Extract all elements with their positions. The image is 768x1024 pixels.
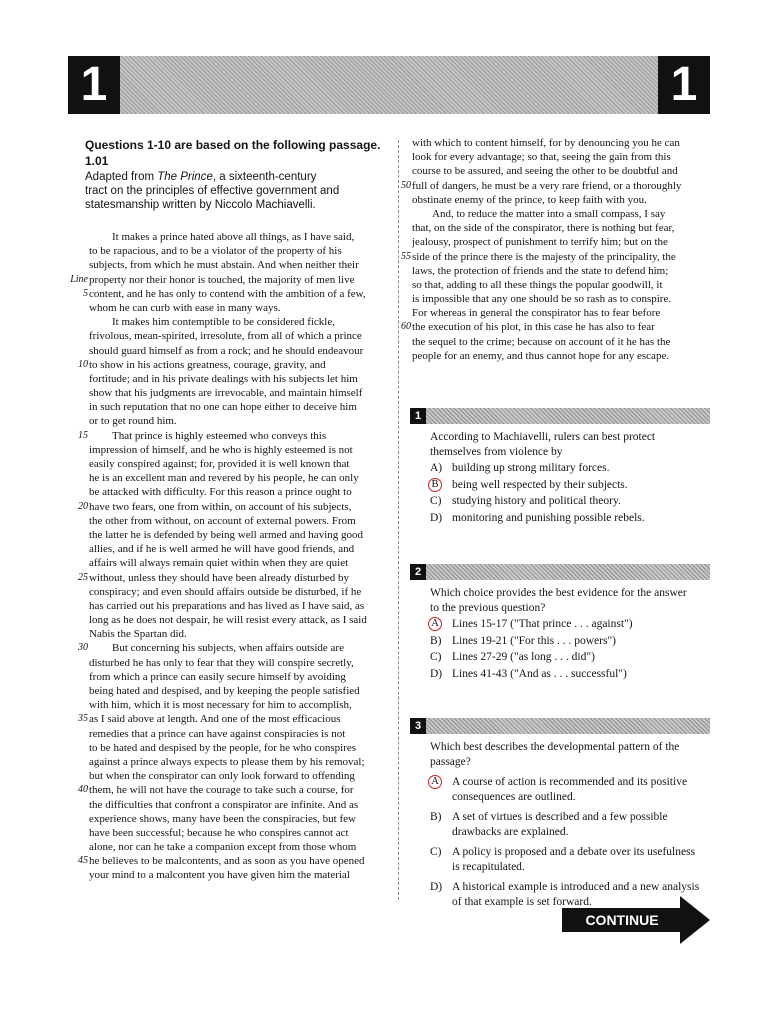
passage-line: [0, 840, 398, 854]
line-text: to be hated and despised by the people, for he who conspires: [89, 741, 356, 754]
line-text: so that, adding to all these things the popular goodwill, it: [412, 278, 663, 291]
question-stem: [430, 740, 710, 769]
line-number: 25: [78, 571, 88, 583]
passage-line: [0, 798, 398, 812]
line-text: frivolous, mean-spirited, irresolute, from all of which a prince: [89, 330, 362, 343]
stem-line: passage?: [430, 755, 471, 768]
question-bar: [410, 718, 710, 734]
choice-text: studying history and political theory.: [452, 495, 621, 507]
stem-line: Which choice provides the best evidence for the answer: [430, 587, 687, 599]
passage-line: [0, 287, 398, 301]
choice-text: A historical example is introduced and a new analysis: [452, 881, 700, 893]
line-text: or to get round him.: [89, 415, 177, 428]
choice-text: Lines 27-29 ("as long . . . did"): [452, 651, 595, 663]
line-text: It makes him contemptible to be considered fickle,: [112, 316, 335, 329]
passage-line: [0, 485, 398, 499]
passage-line: [396, 193, 768, 207]
line-text: from which a prince can easily secure himself by avoiding: [89, 670, 346, 683]
passage-line: [0, 258, 398, 272]
choice-text-cont: drawbacks are explained.: [452, 825, 569, 838]
line-text: with him, which it is most necessary for him to accomplish,: [89, 699, 352, 712]
line-number: 5: [83, 287, 88, 299]
line-number: 60: [401, 321, 411, 333]
choice-text: A set of virtues is described and a few possible: [452, 811, 668, 823]
passage-line: [0, 556, 398, 570]
line-text: should guard himself as from a rock; and he should endeavour: [89, 344, 364, 357]
choice-letter: C): [430, 651, 442, 663]
line-number: 20: [78, 500, 88, 512]
line-text: be attacked with difficulty. For this reason a prince ought to: [89, 486, 352, 499]
passage-line: [396, 179, 768, 193]
passage-line: [0, 528, 398, 542]
line-text: without, unless they should have been already disturbed by: [89, 571, 349, 584]
choice-text: A policy is proposed and a debate over its usefulness: [452, 846, 696, 858]
line-number: 35: [78, 713, 88, 725]
passage-line: [0, 301, 398, 315]
circled-choice-letter: A: [428, 617, 442, 631]
line-number: 50: [401, 179, 411, 191]
line-text: That prince is highly esteemed who conveys this: [112, 429, 327, 442]
source-line-3: statesmanship written by Niccolo Machiavelli.: [85, 199, 316, 211]
stem-line: Which best describes the developmental pattern of the: [430, 741, 680, 753]
question-number: 1: [410, 408, 426, 424]
line-text: allies, and if he is well armed he will have good friends, and: [89, 543, 355, 556]
passage-line: [0, 514, 398, 528]
line-text: disturbed he has only to fear that they will conspire secretly,: [89, 656, 354, 669]
line-text: to show in his actions greatness, courage, gravity, and: [89, 358, 326, 371]
line-text: laws, the protection of friends and the state to defend him;: [412, 264, 669, 277]
source-prefix: Adapted from: [85, 171, 158, 183]
line-text: obstinate enemy of the prince, to keep faith with you.: [412, 193, 647, 206]
line-text: to be rapacious, and to be a violator of the property of his: [89, 245, 342, 258]
continue-label: CONTINUE: [585, 912, 659, 928]
choice-letter: D): [430, 881, 443, 893]
source-title: The Prince: [157, 171, 213, 183]
questions-heading: Questions 1-10 are based on the following passage.: [85, 138, 381, 152]
passage-line: [0, 712, 398, 726]
line-text: the sequel to the crime; because on account of it he has the: [412, 335, 671, 348]
line-text: against a prince always expects to please them by his removal;: [89, 755, 365, 768]
passage-line: [0, 471, 398, 485]
line-number: Line: [70, 273, 88, 285]
answer-choice-b[interactable]: [410, 478, 710, 493]
passage-line: [0, 741, 398, 755]
choice-text: being well respected by their subjects.: [452, 478, 628, 491]
passage-line: [0, 429, 398, 443]
source-suffix: , a sixteenth-century: [212, 171, 317, 183]
line-text: but when the conspirator can only look forward to offending: [89, 770, 355, 783]
passage-line: [396, 264, 768, 278]
answer-choice-c[interactable]: [410, 494, 710, 509]
line-text: people for an enemy, and thus cannot hope for any escape.: [412, 349, 670, 362]
answer-choice-b[interactable]: [410, 634, 710, 649]
circled-choice-letter: A: [428, 775, 442, 789]
question-bar: [410, 564, 710, 580]
passage-left-column: [0, 230, 398, 883]
passage-line: [0, 457, 398, 471]
passage-line: [396, 292, 768, 306]
line-number: 15: [78, 429, 88, 441]
line-text: side of the prince there is the majesty of the principality, the: [412, 250, 676, 263]
choice-text: Lines 41-43 ("And as . . . successful"): [452, 667, 627, 680]
passage-line: [0, 783, 398, 797]
choice-letter: D): [430, 511, 443, 524]
question-bar: [410, 408, 710, 424]
line-number: 55: [401, 250, 411, 262]
line-text: For whereas in general the conspirator has to fear before: [412, 307, 661, 320]
choice-text-cont: of that example is set forward.: [452, 895, 592, 908]
line-text: full of dangers, he must be a very rare friend, or a thoroughly: [412, 179, 682, 192]
line-text: And, to reduce the matter into a small compass, I say: [432, 207, 666, 220]
section-number-right: 1: [658, 56, 710, 114]
passage-line: [0, 315, 398, 329]
stem-line: to the previous question?: [430, 601, 546, 614]
passage-source: [85, 170, 395, 212]
passage-line: [0, 414, 398, 428]
choice-text-cont: is recapitulated.: [452, 860, 525, 873]
line-number: 10: [78, 358, 88, 370]
passage-line: [0, 542, 398, 556]
line-text: in such reputation that no one can hope either to deceive him: [89, 401, 357, 414]
passage-line: [0, 500, 398, 514]
line-text: the other from without, on account of external powers. From: [89, 514, 356, 527]
passage-line: [396, 221, 768, 235]
question-2: [410, 564, 710, 681]
line-text: course to be assured, and seeing the other to be doubtful and: [412, 165, 678, 178]
choice-letter: C): [430, 495, 442, 507]
passage-line: [0, 670, 398, 684]
passage-line: [0, 684, 398, 698]
passage-line: [396, 306, 768, 320]
passage-line: [396, 164, 768, 178]
choice-text-cont: consequences are outlined.: [452, 790, 576, 803]
line-text: subjects, from which he must abstain. And when neither their: [89, 259, 359, 272]
passage-line: [0, 273, 398, 287]
line-text: them, he will not have the courage to take such a course, for: [89, 784, 354, 797]
line-text: that, on the side of the conspirator, there is nothing but fear,: [412, 222, 675, 235]
line-text: impression of himself, and he who is highly esteemed is not: [89, 443, 353, 456]
line-text: fortitude; and in his private dealings with his subjects let him: [89, 372, 358, 385]
line-text: But concerning his subjects, when affairs outside are: [112, 642, 344, 655]
passage-line: [0, 826, 398, 840]
line-text: remedies that a prince can have against conspiracies is not: [89, 727, 346, 740]
choice-letter: C): [430, 846, 442, 858]
passage-line: [0, 727, 398, 741]
section-number-left: 1: [68, 56, 120, 114]
passage-line: [0, 344, 398, 358]
passage-line: [0, 641, 398, 655]
answer-choice-c[interactable]: [410, 845, 710, 874]
line-text: alone, nor can he take a companion except from those whom: [89, 841, 357, 854]
passage-line: [396, 207, 768, 221]
line-text: easily conspired against; for, provided it is well known that: [89, 458, 350, 470]
passage-line: [396, 136, 768, 150]
line-text: show that his judgments are irrevocable, and maintain himself: [89, 387, 363, 400]
passage-line: [0, 585, 398, 599]
line-text: he believes to be malcontents, and as soon as you have opened: [89, 855, 365, 868]
line-text: conspiracy; and even should affairs outside be disturbed, if he: [89, 585, 362, 598]
choice-letter: B): [430, 811, 442, 823]
choice-text: monitoring and punishing possible rebels.: [452, 511, 645, 524]
line-text: the difficulties that confront a conspirator are infinite. And as: [89, 798, 359, 811]
stem-line: According to Machiavelli, rulers can best protect: [430, 431, 656, 443]
question-number: 2: [410, 564, 426, 580]
question-stem: [430, 430, 710, 459]
choice-letter: D): [430, 667, 443, 680]
answer-choice-a[interactable]: [410, 775, 710, 804]
line-text: is impossible that any one should be so rash as to conspire.: [412, 293, 672, 306]
line-text: long as he does not despair, he will resist every attack, as I said: [89, 614, 367, 627]
stem-line: themselves from violence by: [430, 445, 563, 458]
line-text: content, and he has only to contend with the ambition of a few,: [89, 287, 366, 300]
source-line-2: tract on the principles of effective government and: [85, 185, 340, 197]
line-text: whom he can curb with ease in many ways.: [89, 301, 281, 314]
answer-choice-c[interactable]: [410, 650, 710, 665]
circled-choice-letter: B: [428, 478, 442, 492]
answer-choice-a[interactable]: [410, 461, 710, 476]
line-text: have been successful; because he who conspires cannot act: [89, 826, 349, 839]
question-3: [410, 718, 710, 909]
choice-text: building up strong military forces.: [452, 462, 610, 474]
arrow-head-icon: [680, 896, 710, 944]
passage-line: [0, 854, 398, 868]
passage-line: [396, 150, 768, 164]
passage-line: [0, 230, 398, 244]
passage-line: [396, 235, 768, 249]
line-text: the execution of his plot, in this case he has also to fear: [412, 321, 655, 334]
line-number: 40: [78, 784, 88, 796]
passage-line: [0, 443, 398, 457]
line-text: Nabis the Spartan did.: [89, 628, 187, 641]
section-banner: [68, 56, 710, 114]
passage-line: [396, 250, 768, 264]
choice-letter: B): [430, 634, 442, 647]
question-1: [410, 408, 710, 525]
line-number: 45: [78, 855, 88, 867]
passage-line: [0, 698, 398, 712]
line-text: have two fears, one from within, on account of his subjects,: [89, 500, 352, 513]
passage-line: [396, 335, 768, 349]
passage-line: [0, 755, 398, 769]
answer-choice-b[interactable]: [410, 810, 710, 839]
answer-choice-a[interactable]: [410, 617, 710, 632]
line-text: affairs will always remain quiet within when they are quiet: [89, 557, 349, 570]
choice-text: Lines 15-17 ("That prince . . . against"): [452, 618, 633, 630]
passage-line: [0, 372, 398, 386]
choice-letter: A): [430, 462, 443, 474]
passage-number: 1.01: [85, 154, 109, 168]
line-text: being hated and despised, and by keeping the people satisfied: [89, 685, 360, 697]
passage-line: [0, 400, 398, 414]
line-text: the latter he is defended by being well armed and having good: [89, 528, 363, 541]
passage-line: [0, 386, 398, 400]
choice-text: A course of action is recommended and its positive: [452, 776, 688, 788]
continue-arrow: [562, 896, 710, 944]
passage-line: [0, 613, 398, 627]
passage-line: [0, 244, 398, 258]
passage-intro: [85, 138, 395, 212]
line-text: has carried out his preparations and has lived as I have said, as: [89, 599, 365, 612]
question-number: 3: [410, 718, 426, 734]
passage-line: [0, 656, 398, 670]
line-text: look for every advantage; so that, seeing the gain from this: [412, 151, 671, 164]
passage-line: [0, 627, 398, 641]
choice-text: Lines 19-21 ("For this . . . powers"): [452, 634, 616, 647]
line-number: 30: [78, 642, 88, 654]
passage-line: [396, 320, 768, 334]
passage-line: [0, 358, 398, 372]
line-text: It makes a prince hated above all things, as I have said,: [112, 231, 355, 243]
passage-line: [0, 812, 398, 826]
line-text: your mind to a malcontent you have given him the material: [89, 869, 350, 882]
line-text: property nor their honor is touched, the majority of men live: [89, 273, 355, 286]
passage-line: [0, 868, 398, 882]
passage-line: [0, 769, 398, 783]
line-text: as I said above at length. And one of the most efficacious: [89, 713, 341, 726]
passage-line: [396, 278, 768, 292]
passage-line: [0, 571, 398, 585]
passage-line: [0, 329, 398, 343]
passage-line: [0, 599, 398, 613]
answer-choice-d[interactable]: [410, 511, 710, 526]
line-text: jealousy, prospect of punishment to terrify him; but on the: [412, 236, 668, 249]
answer-choice-d[interactable]: [410, 667, 710, 682]
passage-right-column: [396, 136, 768, 363]
line-text: with which to content himself, for by denouncing you he can: [412, 137, 680, 149]
line-text: he is an excellent man and revered by his people, he can only: [89, 472, 359, 485]
question-stem: [430, 586, 710, 615]
line-text: experience shows, many have been the conspiracies, but few: [89, 812, 356, 825]
passage-line: [396, 349, 768, 363]
